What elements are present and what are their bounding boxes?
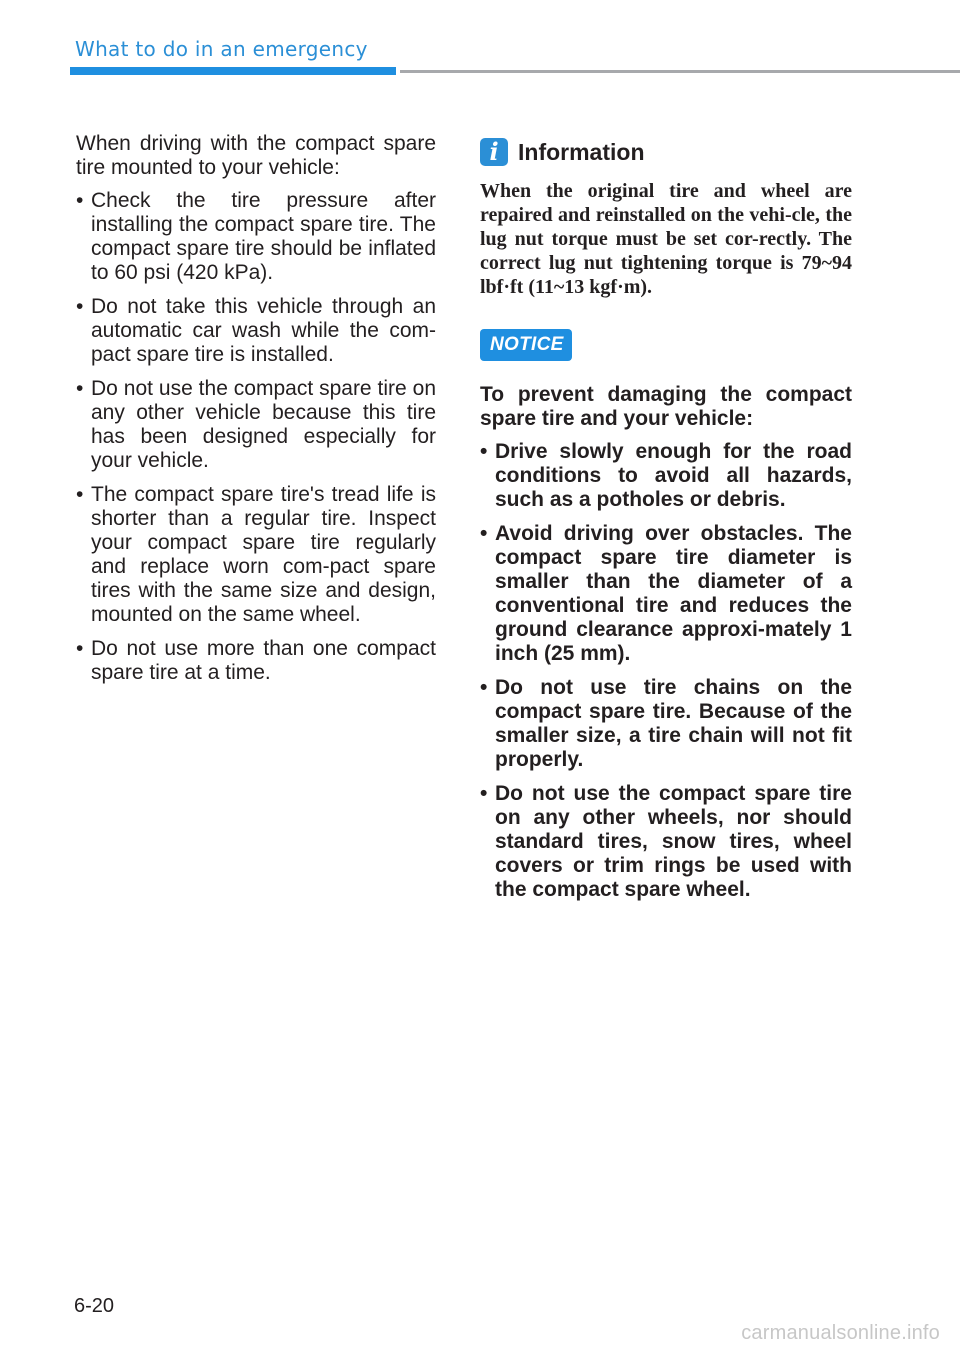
left-bullet-item: • Do not use more than one compact spare tire at a time. xyxy=(76,637,436,685)
watermark: carmanualsonline.info xyxy=(741,1322,940,1344)
information-header xyxy=(480,138,852,166)
right-column xyxy=(480,138,852,912)
section-title: What to do in an emergency xyxy=(75,37,368,61)
notice-bullet-item: • Avoid driving over obstacles. The compact spare tire diameter is smaller than the diameter of a conventional tire and reduces the ground clearance approxi-mately 1 inch (25 mm). xyxy=(480,522,852,666)
left-bullet-item: • Do not take this vehicle through an automatic car wash while the com-pact spare tire is installed. xyxy=(76,295,436,367)
header-accent-rule xyxy=(70,67,396,75)
notice-block xyxy=(480,383,852,902)
information-title: Information xyxy=(518,138,645,165)
notice-bullet-list xyxy=(480,440,852,902)
left-bullet-item: • Do not use the compact spare tire on any other vehicle because this tire has been designed especially for your vehicle. xyxy=(76,377,436,473)
notice-bullet-item: • Do not use tire chains on the compact spare tire. Because of the smaller size, a tire chain will not fit properly. xyxy=(480,676,852,772)
information-body: When the original tire and wheel are repaired and reinstalled on the vehi-cle, the lug nut torque must be set cor-rectly. The correct lug nut tightening torque is 79~94 lbf·ft (11~13 kgf·m). xyxy=(480,180,852,298)
left-column xyxy=(76,132,436,695)
left-bullet-item: • Check the tire pressure after installing the compact spare tire. The compact spare tire should be inflated to 60 psi (420 kPa). xyxy=(76,189,436,285)
left-bullet-list xyxy=(76,189,436,685)
left-intro: When driving with the compact spare tire mounted to your vehicle: xyxy=(76,132,436,179)
notice-bullet-item: • Do not use the compact spare tire on any other wheels, nor should standard tires, snow tires, wheel covers or trim rings be used with the compact spare wheel. xyxy=(480,782,852,902)
left-bullet-item: • The compact spare tire's tread life is shorter than a regular tire. Inspect your compact spare tire regularly and replace worn com-pact spare tires with the same size and design, mounted on the same wheel. xyxy=(76,483,436,627)
notice-intro: To prevent damaging the compact spare tire and your vehicle: xyxy=(480,383,852,430)
information-icon: i xyxy=(480,138,508,166)
notice-badge: NOTICE xyxy=(480,329,572,361)
notice-bullet-item: • Drive slowly enough for the road conditions to avoid all hazards, such as a potholes or debris. xyxy=(480,440,852,512)
page-number: 6-20 xyxy=(74,1295,115,1317)
header-divider-rule xyxy=(400,70,960,73)
